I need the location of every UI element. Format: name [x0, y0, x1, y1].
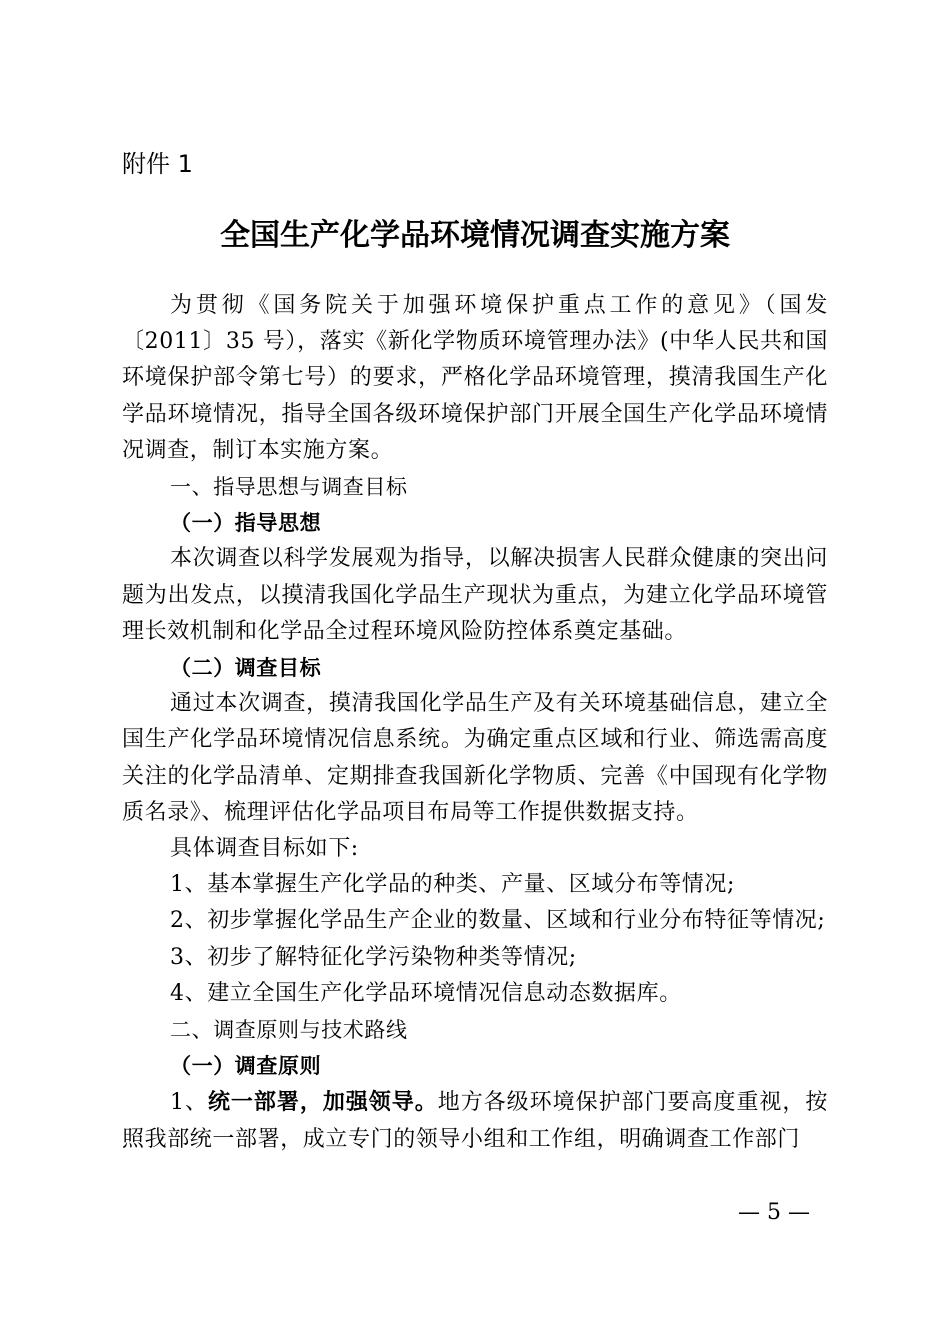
subsection-heading-principles: （一）调查原则 [170, 1054, 322, 1079]
document-body [122, 288, 828, 1158]
principle-text: 地方各级环境保护部门要高度重视，按照我部统一部署，成立专门的领导小组和工作组，明确调查工作部门 [122, 1090, 828, 1152]
goals-paragraph: 通过本次调查，摸清我国化学品生产及有关环境基础信息，建立全国生产化学品环境情况信息系统。为确定重点区域和行业、筛选需高度关注的化学品清单、定期排查我国新化学物质、完善《中国现有化学物质名录》、梳理评估化学品项目布局等工作提供数据支持。 [122, 691, 828, 825]
page-number: — 5 — [738, 1200, 810, 1225]
goal-item: 2、初步掌握化学品生产企业的数量、区域和行业分布特征等情况; [170, 908, 826, 934]
intro-paragraph: 为贯彻《国务院关于加强环境保护重点工作的意见》（国发〔2011〕35 号），落实《新化学物质环境管理办法》(中华人民共和国环境保护部令第七号）的要求，严格化学品环境管理，摸清我国生产化学品环境情况，指导全国各级环境保护部门开展全国生产化学品环境情况调查，制订本实施方案。 [122, 293, 828, 463]
goal-item: 4、建立全国生产化学品环境情况信息动态数据库。 [170, 980, 682, 1006]
section-heading-1: 一、指导思想与调查目标 [170, 475, 408, 500]
principle-item [122, 1084, 828, 1157]
annex-label: 附件 1 [122, 150, 193, 178]
principle-number: 1、 [170, 1090, 208, 1116]
goal-item: 1、基本掌握生产化学品的种类、产量、区域分布等情况; [170, 872, 736, 898]
section-heading-2: 二、调查原则与技术路线 [170, 1018, 408, 1043]
document-title: 全国生产化学品环境情况调查实施方案 [220, 218, 730, 253]
subsection-heading-guiding: （一）指导思想 [170, 511, 322, 536]
principle-bold-lead: 统一部署，加强领导。 [207, 1089, 438, 1116]
subsection-heading-goals: （二）调查目标 [170, 656, 322, 681]
guiding-paragraph: 本次调查以科学发展观为指导，以解决损害人民群众健康的突出问题为出发点，以摸清我国化学品生产现状为重点，为建立化学品环境管理长效机制和化学品全过程环境风险防控体系奠定基础。 [122, 546, 828, 644]
goals-intro: 具体调查目标如下: [170, 836, 359, 862]
goal-item: 3、初步了解特征化学污染物种类等情况; [170, 944, 577, 970]
